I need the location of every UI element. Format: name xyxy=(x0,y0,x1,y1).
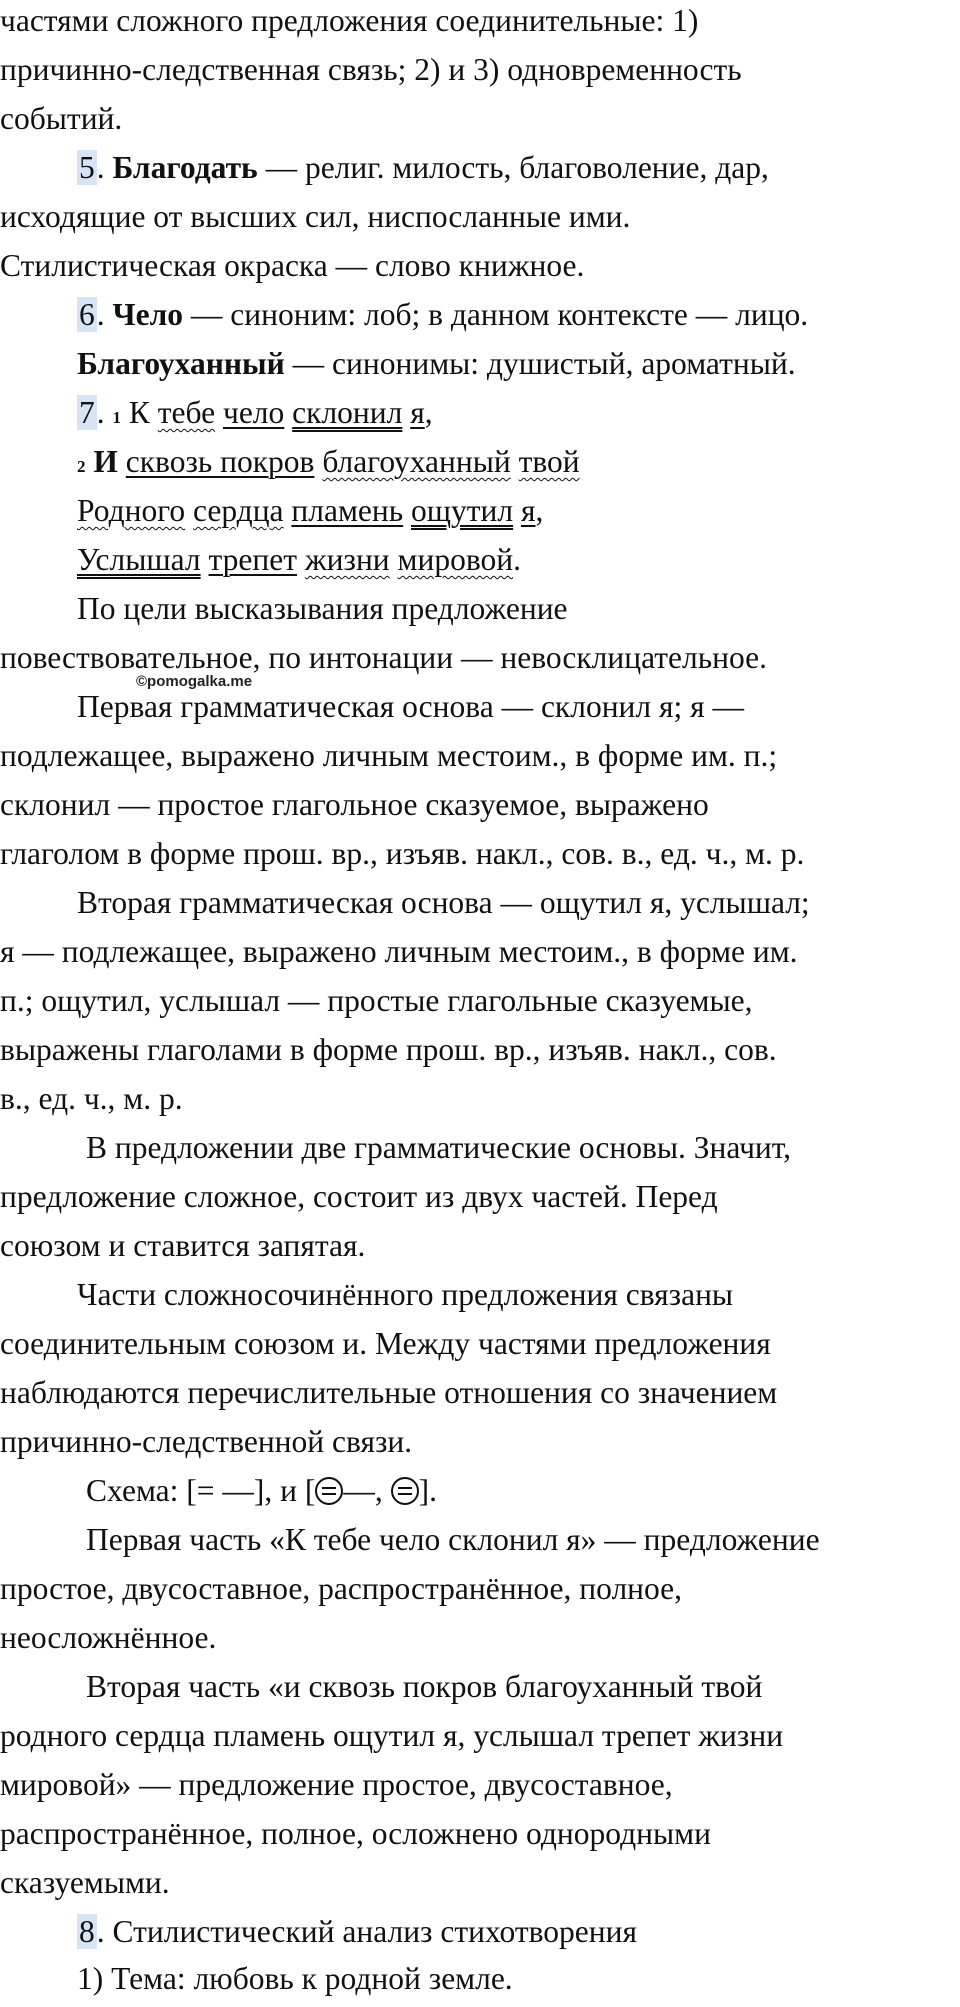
word-object: пламень xyxy=(291,493,404,528)
text-line: Части сложносочинённого предложения связаны xyxy=(77,1277,734,1312)
text-line: склонил — простое глагольное сказуемое, выражено xyxy=(0,787,709,822)
word-predicate: ощутил xyxy=(411,493,514,528)
word-attribute: Родного xyxy=(77,493,186,528)
text-line: повествовательное, по интонации — невосклицательное. xyxy=(0,640,767,675)
poem-line-3: Родного сердца пламень ощутил я, xyxy=(77,493,544,528)
text-line: в., ед. ч., м. р. xyxy=(0,1081,183,1116)
item-5-line: 5. Благодать — религ. милость, благоволение, дар, xyxy=(79,150,769,185)
text-line: Вторая часть «и сквозь покров благоуханный твой xyxy=(86,1669,763,1704)
word-predicate: Услышал xyxy=(77,542,201,577)
subject-circle-icon xyxy=(315,1477,343,1505)
text-line: наблюдаются перечислительные отношения со значением xyxy=(0,1375,778,1410)
part-marker: 1 xyxy=(112,408,121,427)
word-object: чело xyxy=(222,395,285,430)
text-line: подлежащее, выражено личным местоим., в форме им. п.; xyxy=(0,738,778,773)
word-predicate: склонил xyxy=(292,395,403,430)
item-8-line: 8. Стилистический анализ стихотворения xyxy=(79,1914,637,1949)
text-line: Первая грамматическая основа — склонил я; я — xyxy=(77,689,744,724)
text-line: родного сердца пламень ощутил я, услышал трепет жизни xyxy=(0,1718,784,1753)
text-line: причинно-следственной связи. xyxy=(0,1424,413,1459)
text-line: соединительным союзом и. Между частями предложения xyxy=(0,1326,771,1361)
poem-line-2: 2 И сквозь покров благоуханный твой xyxy=(77,444,580,479)
word-object: трепет xyxy=(208,542,297,577)
word-attribute: благоуханный xyxy=(322,444,511,479)
word-attribute: сердца xyxy=(192,493,284,528)
text-line: распространённое, полное, осложнено однородными xyxy=(0,1816,711,1851)
term: Чело xyxy=(112,297,184,332)
text-line: союзом и ставится запятая. xyxy=(0,1228,366,1263)
word-circumstance: тебе xyxy=(157,395,216,430)
word-attribute: жизни xyxy=(304,542,390,577)
text-line: исходящие от высших сил, ниспосланные ими. xyxy=(0,199,631,234)
term-line: Благоуханный — синонимы: душистый, ароматный. xyxy=(77,346,796,381)
text-line: п.; ощутил, услышал — простые глагольные сказуемые, xyxy=(0,983,753,1018)
text-line: частями сложного предложения соединительные: 1) xyxy=(0,3,699,38)
text-line: Первая часть «К тебе чело склонил я» — предложение xyxy=(86,1522,820,1557)
subject-circle-icon xyxy=(391,1477,419,1505)
part-marker: 2 xyxy=(77,457,86,476)
text-line: событий. xyxy=(0,101,123,136)
text-line: выражены глаголами в форме прош. вр., изъяв. накл., сов. xyxy=(0,1032,777,1067)
item-number: 5 xyxy=(79,150,95,185)
text-line: Стилистическая окраска — слово книжное. xyxy=(0,248,585,283)
item-number: 6 xyxy=(79,297,95,332)
word-subject: я xyxy=(520,493,536,528)
term: Благоуханный xyxy=(77,346,285,381)
text-line: неосложнённое. xyxy=(0,1620,217,1655)
word-subject: я xyxy=(410,395,425,430)
schema-line: Схема: [= —], и [ —, ]. xyxy=(86,1473,437,1508)
item-6-line: 6. Чело — синоним: лоб; в данном контексте — лицо. xyxy=(79,297,809,332)
word-circumstance: сквозь покров xyxy=(125,444,315,479)
text-line: глаголом в форме прош. вр., изъяв. накл., сов. в., ед. ч., м. р. xyxy=(0,836,805,871)
text-line: предложение сложное, состоит из двух частей. Перед xyxy=(0,1179,718,1214)
term: Благодать xyxy=(112,150,258,185)
text-line: По цели высказывания предложение xyxy=(77,591,568,626)
text-line: мировой» — предложение простое, двусоставное, xyxy=(0,1767,673,1802)
watermark: ©pomogalka.me xyxy=(136,673,253,690)
text-line: В предложении две грамматические основы. Значит, xyxy=(86,1130,792,1165)
text-line: сказуемыми. xyxy=(0,1865,170,1900)
word-attribute: мировой xyxy=(397,542,514,577)
text-line: причинно-следственная связь; 2) и 3) одновременность xyxy=(0,52,742,87)
text-line: Вторая грамматическая основа — ощутил я, услышал; xyxy=(77,885,810,920)
text-line: простое, двусоставное, распространённое, полное, xyxy=(0,1571,683,1606)
word-attribute: твой xyxy=(518,444,580,479)
text-line: 1) Тема: любовь к родной земле. xyxy=(77,1961,513,1996)
poem-line-1: 7. 1 К тебе чело склонил я, xyxy=(79,395,433,430)
item-number: 7 xyxy=(79,395,95,430)
poem-line-4: Услышал трепет жизни мировой. xyxy=(77,542,521,577)
item-number: 8 xyxy=(79,1914,95,1949)
text-line: я — подлежащее, выражено личным местоим., в форме им. xyxy=(0,934,798,969)
